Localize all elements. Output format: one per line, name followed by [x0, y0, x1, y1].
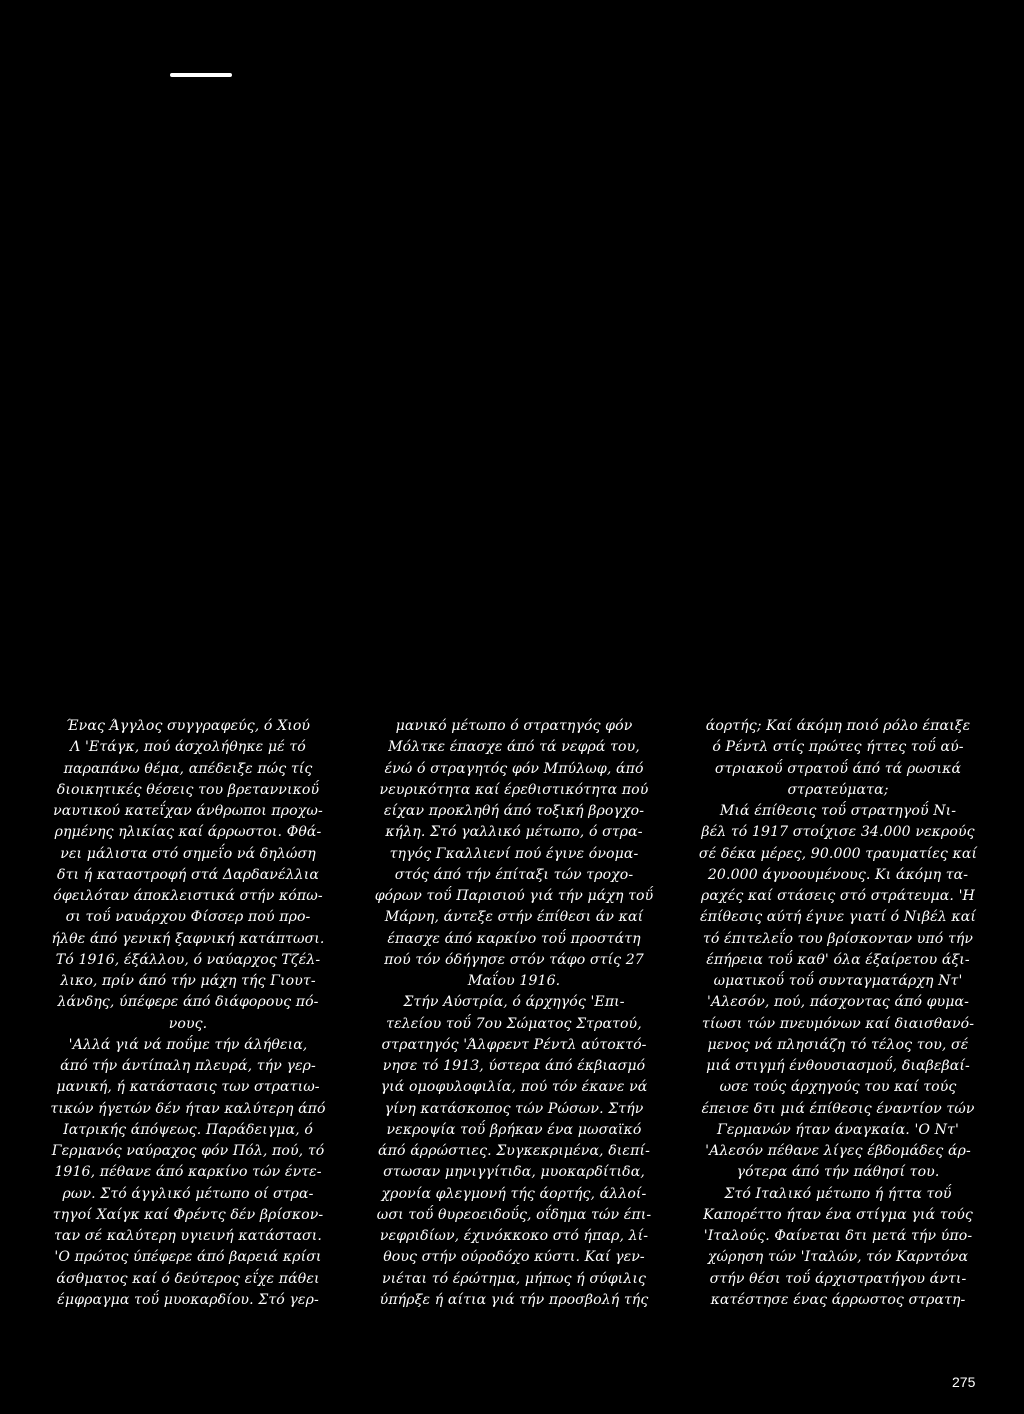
- text-line: θους στήν ούροδόχο κύστι. Καί γεν-: [383, 1249, 645, 1266]
- text-line: Ιατρικής άπόψεως. Παράδειγμα, ό: [63, 1121, 313, 1138]
- text-line: σι τοΰ ναυάρχου Φίσσερ πού προ-: [65, 909, 311, 926]
- text-line: παραπάνω θέμα, απέδειξε πώς τίς: [63, 760, 313, 777]
- text-line: ό Ρέντλ στίς πρώτες ήττες τοΰ αύ-: [712, 739, 964, 756]
- text-line: νους.: [168, 1015, 208, 1032]
- text-line: νησε τό 1913, ύστερα άπό έκβιασμό: [382, 1058, 646, 1074]
- text-line: κατέστησε ένας άρρωστος στρατη-: [710, 1291, 966, 1308]
- text-line: Γερμανός ναύραχος φόν Πόλ, πού, τό: [51, 1143, 325, 1159]
- text-line: στήν θέσι τοΰ άρχιστρατήγου άντι-: [709, 1270, 967, 1287]
- text-line: γότερα άπό τήν πάθησί του.: [736, 1164, 940, 1181]
- text-line: μιά στιγμή ένθουσιασμοΰ, διαβεβαί-: [706, 1058, 970, 1074]
- text-line: έπεισε δτι μιά έπίθεσις έναντίον τών: [701, 1100, 975, 1117]
- text-line: γίνη κατάσκοπος τών Ρώσων. Στήν: [384, 1100, 644, 1117]
- text-line: 'Αλεσόν, πού, πάσχοντας άπό φυμα-: [706, 994, 970, 1011]
- text-line: Μαΐου 1916.: [467, 973, 561, 989]
- text-column-1: [30, 716, 346, 1311]
- text-line: Στήν Αύστρία, ό άρχηγός 'Επι-: [403, 994, 625, 1011]
- text-line: Γερμανών ήταν άναγκαία. 'Ο Ντ': [717, 1121, 959, 1138]
- text-line: 'Ιταλούς. Φαίνεται δτι μετά τήν ύπο-: [703, 1228, 973, 1244]
- text-line: 'Αλλά γιά νά ποΰμε τήν άλήθεια,: [68, 1036, 308, 1053]
- text-line: έμφραγμα τοΰ μυοκαρδίου. Στό γερ-: [57, 1291, 319, 1308]
- text-line: τό έπιτελεΐο του βρίσκονταν υπό τήν: [702, 930, 974, 947]
- text-line: χρονία φλεγμονή τής άορτής, άλλοί-: [381, 1185, 647, 1202]
- text-line: ωσι τοΰ θυρεοειδοΰς, οΐδημα τών έπι-: [376, 1206, 652, 1223]
- text-line: Μιά έπίθεσις τοΰ στρατηγοΰ Νι-: [719, 803, 957, 819]
- text-line: έπίθεσις αύτή έγινε γιατί ό Νιβέλ καί: [699, 909, 977, 926]
- text-line: άσθματος καί ό δεύτερος εΐχε πάθει: [56, 1270, 320, 1287]
- text-line: χώρηση τών 'Ιταλών, τόν Καρντόνα: [707, 1249, 969, 1266]
- text-line: φόρων τοΰ Παρισιού γιά τήν μάχη τοΰ: [374, 888, 654, 904]
- text-line: δτι ή καταστροφή στά Δαρδανέλλια: [57, 866, 319, 883]
- text-line: στωσαν μηνιγγίτιδα, μυοκαρδίτιδα,: [383, 1164, 645, 1181]
- text-line: μενος νά πλησιάζη τό τέλος του, σέ: [707, 1036, 969, 1053]
- text-line: Μόλτκε έπασχε άπό τά νεφρά του,: [388, 739, 640, 756]
- dark-photo-area: [0, 90, 1024, 690]
- text-line: ύπήρξε ή αίτια γιά τήν προσβολή τής: [379, 1291, 649, 1308]
- top-rule: [170, 73, 232, 77]
- text-column-3: [680, 716, 996, 1311]
- text-line: στριακοΰ στρατοΰ άπό τά ρωσικά: [714, 760, 962, 777]
- text-line: μανικό μέτωπο ό στρατηγός φόν: [395, 718, 633, 734]
- text-line: στρατηγός 'Άλφρεντ Ρέντλ αύτοκτό-: [381, 1036, 647, 1053]
- text-line: είχαν προκληθή άπό τοξική βρογχο-: [383, 803, 645, 819]
- text-line: άπό τήν άντίπαλη πλευρά, τήν γερ-: [60, 1058, 316, 1074]
- text-line: νει μάλιστα στό σημεΐο νά δηλώση: [60, 845, 316, 862]
- page-number: 275: [952, 1374, 976, 1390]
- text-line: πού τόν όδήγησε στόν τάφο στίς 27: [384, 951, 644, 968]
- text-column-2: [356, 716, 672, 1311]
- text-line: στρατεύματα;: [787, 781, 889, 798]
- text-line: τελείου τοΰ 7ου Σώματος Στρατού,: [386, 1015, 642, 1032]
- text-line: στός άπό τήν έπίταξι τών τροχο-: [394, 866, 634, 883]
- text-line: νιέται τό έρώτημα, μήπως ή σύφιλις: [382, 1270, 646, 1287]
- text-line: τίωσι τών πνευμόνων καί διαισθανό-: [701, 1015, 975, 1032]
- text-line: ραχές καί στάσεις στό στράτευμα. 'Η: [701, 888, 975, 904]
- text-line: Καπορέττο ήταν ένα στίγμα γιά τούς: [703, 1206, 973, 1223]
- text-line: 'Ο πρώτος ύπέφερε άπό βαρειά κρίσι: [54, 1249, 322, 1266]
- text-line: ταν σέ καλύτερη υγιεινή κατάστασι.: [54, 1228, 322, 1244]
- text-line: άπό άρρώστιες. Συγκεκριμένα, διεπί-: [378, 1143, 650, 1159]
- text-line: 20.000 άγνοουμένους. Κι άκόμη τα-: [707, 866, 969, 883]
- text-line: ένώ ό στραγητός φόν Μπύλωφ, άπό: [384, 760, 644, 777]
- text-line: γιά ομοφυλοφιλία, πού τόν έκανε νά: [380, 1079, 648, 1096]
- text-line: έπήρεια τοΰ καθ' όλα έξαίρετου άξι-: [706, 951, 970, 968]
- text-line: ήλθε άπό γενική ξαφνική κατάπτωσι.: [51, 930, 325, 947]
- text-line: μανική, ή κατάστασις των στρατιω-: [56, 1079, 320, 1096]
- text-line: ρων. Στό άγγλικό μέτωπο οί στρα-: [62, 1185, 314, 1202]
- text-line: τικών ήγετών δέν ήταν καλύτερη άπό: [50, 1100, 326, 1117]
- text-line: Στό Ιταλικό μέτωπο ή ήττα τοΰ: [724, 1185, 952, 1202]
- text-line: έπασχε άπό καρκίνο τοΰ προστάτη: [387, 930, 641, 947]
- text-line: τηγοί Χαίγκ καί Φρέντς δέν βρίσκον-: [52, 1206, 324, 1223]
- text-line: ρημένης ηλικίας καί άρρωστοι. Φθά-: [54, 824, 322, 841]
- text-line: Ένας Άγγλος συγγραφεύς, ό Χιού: [65, 718, 311, 734]
- text-line: λάνδης, ύπέφερε άπό διάφορους πό-: [57, 994, 319, 1011]
- text-line: Λ 'Ετάγκ, πού άσχολήθηκε μέ τό: [70, 739, 306, 756]
- text-line: 'Αλεσόν πέθανε λίγες έβδομάδες άρ-: [705, 1143, 971, 1159]
- text-line: βέλ τό 1917 στοίχισε 34.000 νεκρούς: [701, 824, 975, 841]
- text-line: λικο, πρίν άπό τήν μάχη τής Γιουτ-: [60, 973, 316, 989]
- text-line: Τό 1916, έξάλλου, ό ναύαρχος Τζέλ-: [55, 951, 321, 968]
- text-line: άορτής; Καί άκόμη ποιό ρόλο έπαιξε: [705, 718, 971, 734]
- text-line: τηγός Γκαλλιενί πού έγινε όνομα-: [389, 845, 639, 862]
- text-line: διοικητικές θέσεις του βρεταννικοΰ: [56, 781, 320, 798]
- text-line: κήλη. Στό γαλλικό μέτωπο, ό στρα-: [385, 824, 643, 841]
- text-line: νευρικότητα καί έρεθιστικότητα πού: [379, 781, 649, 798]
- text-line: νεκροψία τοΰ βρήκαν ένα μωσαϊκό: [386, 1121, 642, 1138]
- text-line: νεφριδίων, έχινόκκοκο στό ήπαρ, λί-: [379, 1228, 649, 1244]
- text-line: όφειλόταν άποκλειστικά στήν κόπω-: [53, 888, 323, 904]
- text-line: σέ δέκα μέρες, 90.000 τραυματίες καί: [698, 845, 978, 862]
- text-line: Μάρνη, άντεξε στήν έπίθεσι άν καί: [384, 909, 644, 926]
- text-line: 1916, πέθανε άπό καρκίνο τών έντε-: [54, 1164, 322, 1181]
- text-line: ωσε τούς άρχηγούς του καί τούς: [719, 1079, 957, 1096]
- text-line: ναυτικού κατεΐχαν άνθρωποι προχω-: [53, 803, 323, 819]
- text-line: ωματικοΰ τοΰ συνταγματάρχη Ντ': [713, 973, 963, 989]
